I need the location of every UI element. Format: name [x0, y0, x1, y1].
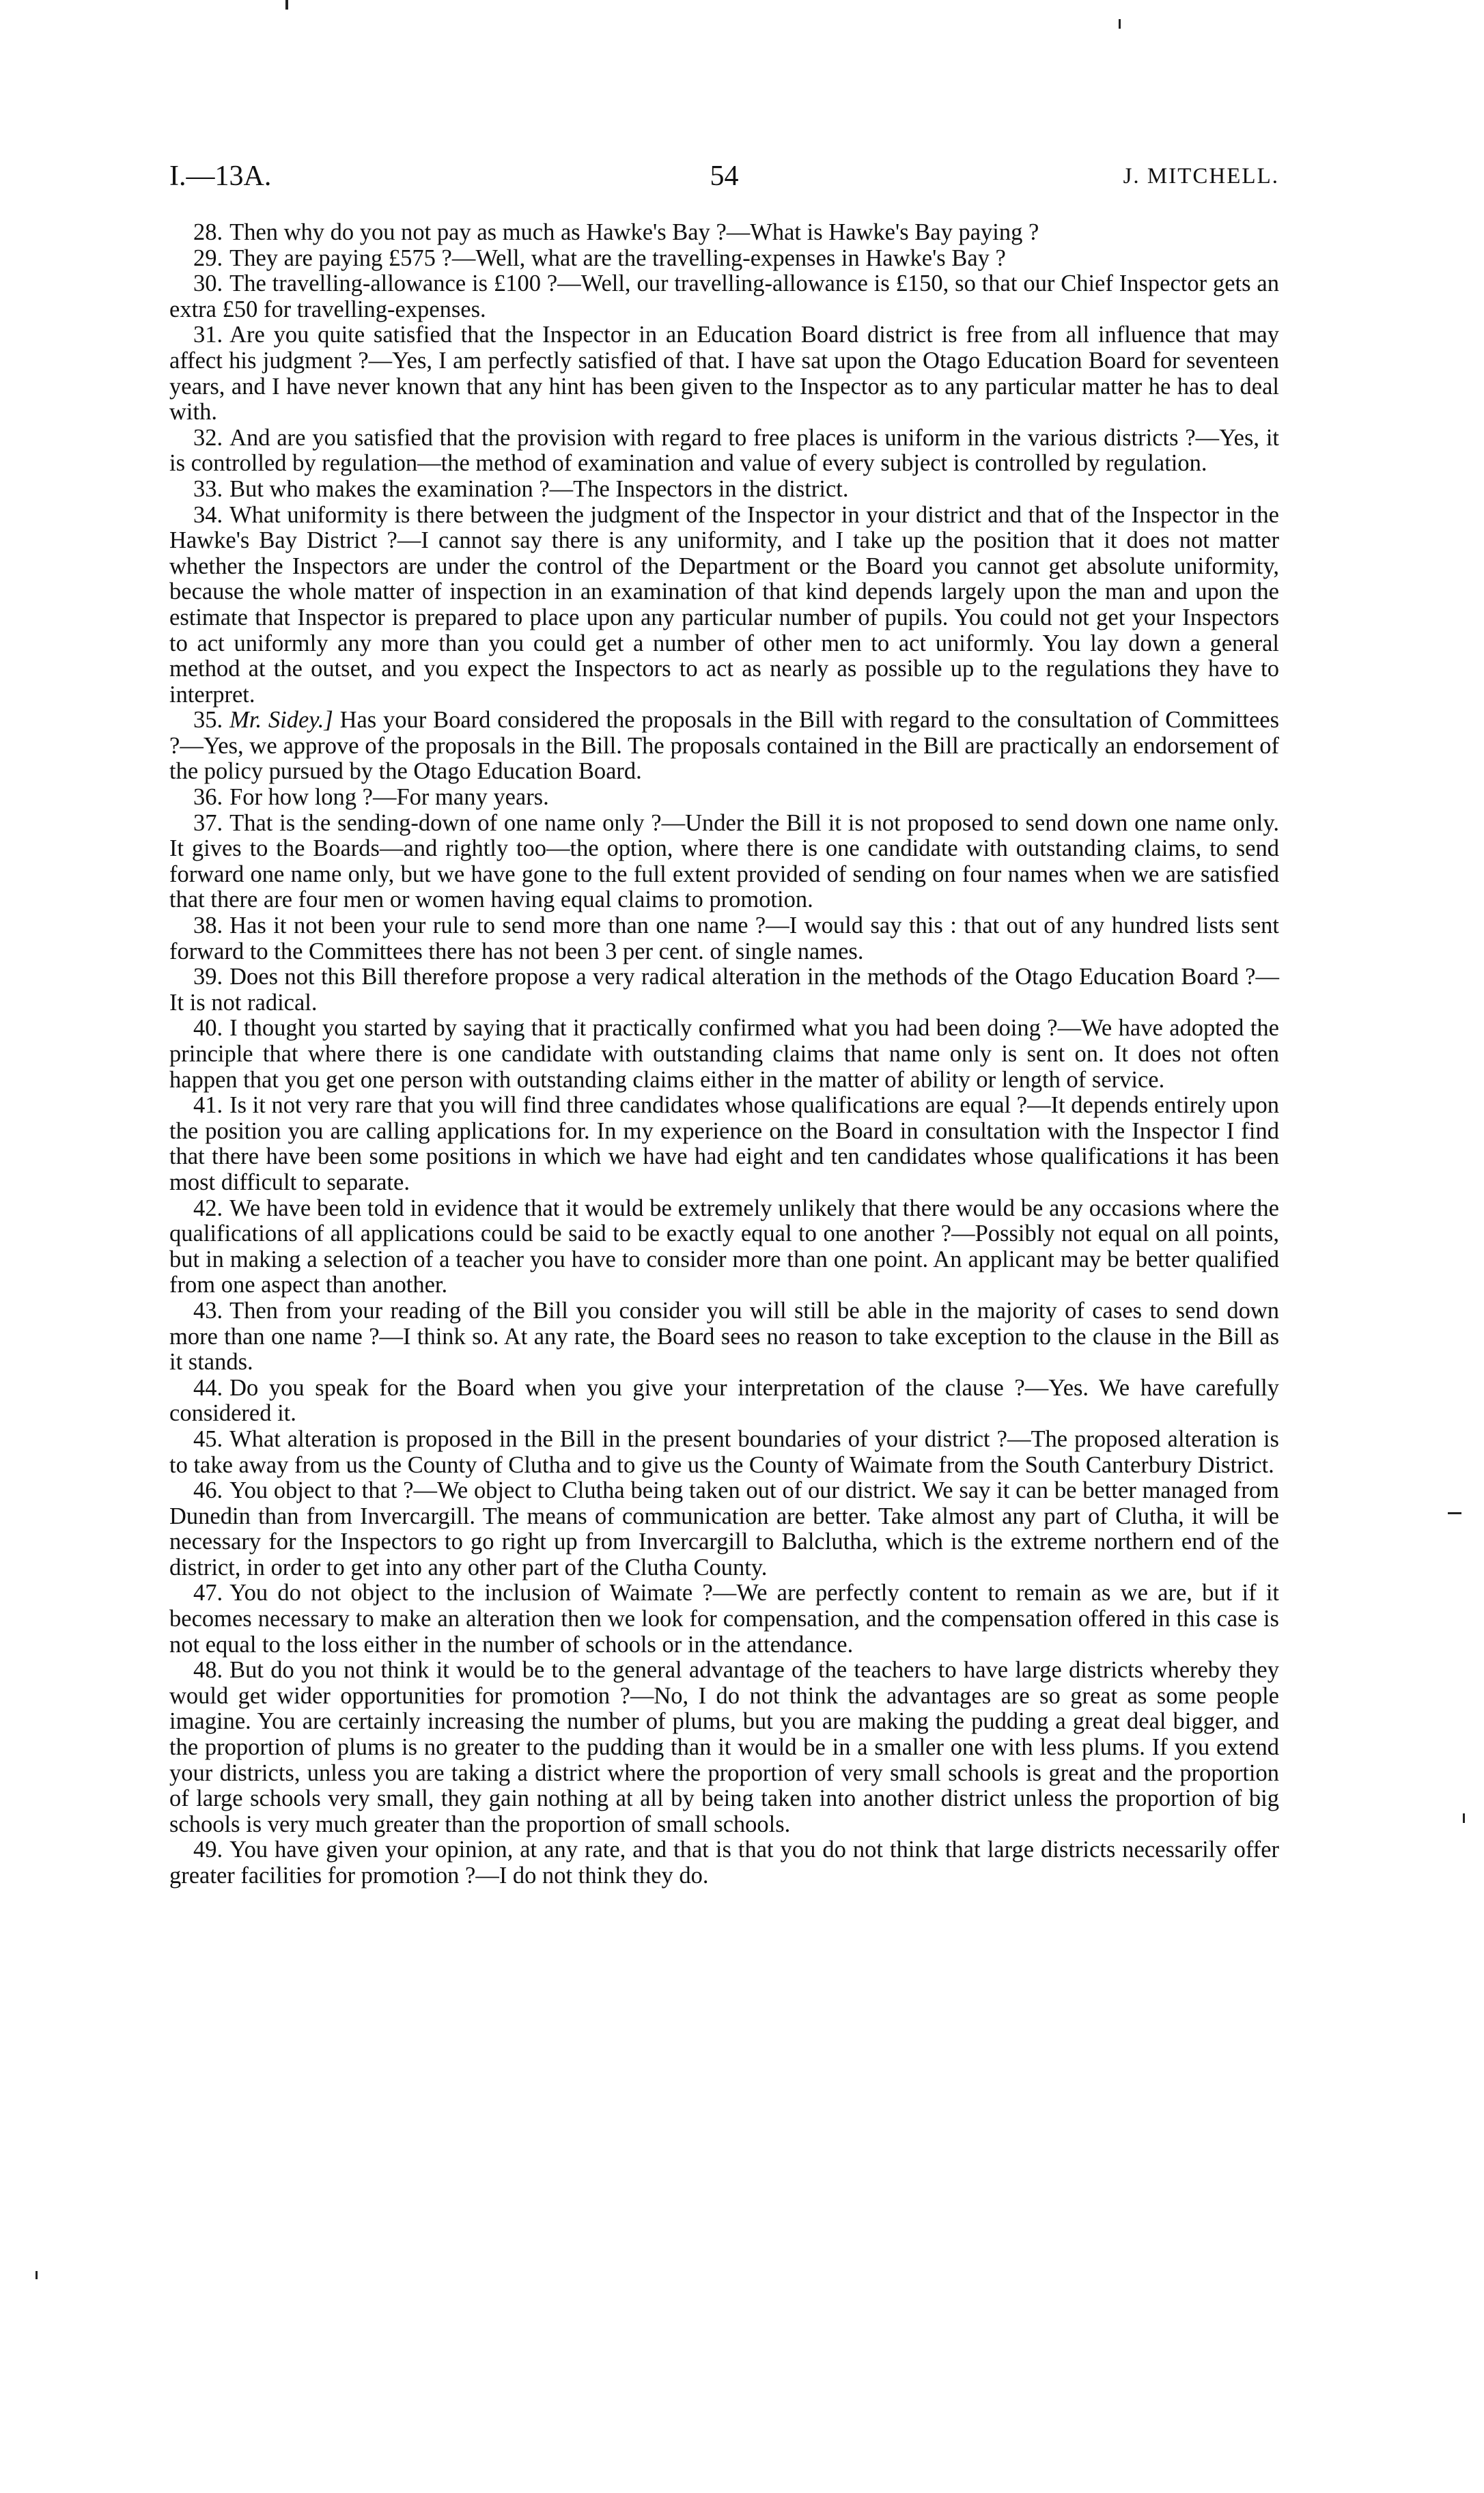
paragraph-text: Do you speak for the Board when you give your interpretation of the clause ?—Yes. We have carefully considered it.: [169, 1374, 1279, 1427]
page-header: [169, 157, 1279, 198]
question-number: 43.: [193, 1297, 223, 1324]
paragraph-31: [169, 322, 1279, 425]
paragraph-38: [169, 913, 1279, 964]
paragraph-40: [169, 1016, 1279, 1093]
question-number: 46.: [193, 1477, 223, 1504]
witness-name: J. MITCHELL.: [1123, 164, 1279, 189]
paragraph-text: I thought you started by saying that it practically confirmed what you had been doing ?—We have adopted the principle that where there is one candidate with outstanding claims that name only is sent on. It does not often happen that you get one person with outstanding claims either in the matter of ability or length of service.: [169, 1015, 1279, 1093]
question-number: 40.: [193, 1015, 223, 1042]
question-number: 42.: [193, 1195, 223, 1221]
question-number: 39.: [193, 964, 223, 990]
scan-mark-right-2: [1463, 1813, 1465, 1823]
paragraph-30: [169, 271, 1279, 322]
paragraph-46: [169, 1478, 1279, 1580]
paragraph-49: [169, 1837, 1279, 1889]
question-number: 32.: [193, 424, 223, 451]
question-number: 48.: [193, 1657, 223, 1684]
paragraph-48: [169, 1658, 1279, 1837]
paragraph-32: [169, 426, 1279, 477]
paragraph-text: Has it not been your rule to send more than one name ?—I would say this : that out of any hundred lists sent forward to the Committees there has not been 3 per cent. of single names.: [169, 913, 1279, 964]
paragraph-39: [169, 964, 1279, 1016]
speaker-label: Mr. Sidey.]: [229, 707, 333, 734]
paragraph-text: But who makes the examination ?—The Inspectors in the district.: [229, 475, 849, 502]
paragraph-text: For how long ?—For many years.: [229, 784, 549, 811]
paragraph-text: But do you not think it would be to the general advantage of the teachers to have large districts whereby they would get wider opportunities for promotion ?—No, I do not think the advantages are so great as some people imagine. You are certainly increasing the number of plums, but you are making the pudding a great deal bigger, and the proportion of plums is no greater to the pudding than it would be in a smaller one with less plums. If you extend your districts, unless you are taking a district where the proportion of very small schools is great and the proportion of large schools very small, they gain nothing at all by being taken into another district unless the proportion of big schools is very much greater than the proportion of small schools.: [169, 1657, 1279, 1837]
paragraph-28: [169, 220, 1279, 246]
paragraph-text: The travelling-allowance is £100 ?—Well, our travelling-allowance is £150, so that our Chief Inspector gets an extra £50 for travelling-expenses.: [169, 270, 1279, 322]
paragraph-text: That is the sending-down of one name only ?—Under the Bill it is not proposed to send down one name only. It gives to the Boards—and rightly too—the option, where there is one candidate with outstanding claims, to send forward one name only, but we have gone to the full extent provided of sending on four names when we are satisfied that there are four men or women having equal claims to promotion.: [169, 809, 1279, 913]
paragraph-42: [169, 1196, 1279, 1298]
question-number: 49.: [193, 1837, 223, 1863]
paragraph-text: Is it not very rare that you will find three candidates whose qualifications are equal ?—It depends entirely upon the position you are calling applications for. In my experience on the Board in consultation with the Inspector I find that there have been some positions in which we have had eight and ten candidates whose qualifications it has been most difficult to separate.: [169, 1092, 1279, 1195]
paragraph-29: [169, 246, 1279, 272]
paragraph-37: [169, 811, 1279, 913]
question-number: 34.: [193, 501, 223, 528]
paragraph-text: Does not this Bill therefore propose a very radical alteration in the methods of the Otago Education Board ?—It is not radical.: [169, 964, 1279, 1016]
question-number: 44.: [193, 1374, 223, 1401]
paragraph-text: Are you quite satisfied that the Inspector in an Education Board district is free from all influence that may affect his judgment ?—Yes, I am perfectly satisfied of that. I have sat upon the Otago Education Board for seventeen years, and I have never known that any hint has been given to the Inspector as to any particular matter he has to deal with.: [169, 322, 1279, 426]
paragraph-44: [169, 1376, 1279, 1427]
question-number: 38.: [193, 913, 223, 939]
scan-mark-top: [285, 0, 288, 10]
question-number: 31.: [193, 322, 223, 348]
paragraph-text: Has your Board considered the proposals in the Bill with regard to the consultation of Committees ?—Yes, we approve of the proposals in the Bill. The proposals contained in the Bill are practically an endorsement of the policy pursued by the Otago Education Board.: [169, 707, 1280, 785]
paragraph-text: And are you satisfied that the provision with regard to free places is uniform in the various districts ?—Yes, it is controlled by regulation—the method of examination and value of every subject is controlled by regulation.: [169, 424, 1279, 477]
scan-mark-left: [36, 2271, 38, 2279]
question-number: 33.: [193, 475, 223, 502]
question-number: 47.: [193, 1580, 223, 1606]
question-number: 37.: [193, 809, 223, 836]
question-number: 28.: [193, 219, 223, 245]
paragraph-text: You have given your opinion, at any rate, and that is that you do not think that large districts necessarily offer greater facilities for promotion ?—I do not think they do.: [169, 1837, 1279, 1889]
paragraph-35: [169, 708, 1279, 785]
paragraph-text: What uniformity is there between the judgment of the Inspector in your district and that of the Inspector in the Hawke's Bay District ?—I cannot say there is any uniformity, and I take up the position that it does not matter whether the Inspectors are under the control of the Department or the Board you cannot get absolute uniformity, because the whole matter of inspection in an examination of that kind depends largely upon the man and upon the estimate that Inspector is prepared to place upon any particular number of pupils. You could not get your Inspectors to act uniformly any more than you could get a number of other men to act uniformly. You lay down a general method at the outset, and you expect the Inspectors to act as nearly as possible up to the regulations they have to interpret.: [169, 501, 1279, 708]
paragraph-text: You object to that ?—We object to Clutha being taken out of our district. We say it can be better managed from Dunedin than from Invercargill. The means of communication are better. Take almost any part of Clutha, it will be necessary for the Inspectors to go right up from Invercargill to Balclutha, which is the extreme northern end of the district, in order to get into any other part of the Clutha County.: [169, 1477, 1279, 1580]
question-number: 30.: [193, 270, 223, 297]
paragraph-text: Then from your reading of the Bill you consider you will still be able in the majority of cases to send down more than one name ?—I think so. At any rate, the Board sees no reason to take exception to the clause in the Bill as it stands.: [169, 1297, 1279, 1376]
question-number: 36.: [193, 784, 223, 811]
paragraph-33: [169, 477, 1279, 503]
evidence-text: [169, 220, 1279, 1889]
paragraph-text: We have been told in evidence that it would be extremely unlikely that there would be any occasions where the qualifications of all applications could be said to be exactly equal to one another ?—Possibly not equal on all points, but in making a selection of a teacher you have to consider more than one point. An applicant may be better qualified from one aspect than another.: [169, 1195, 1279, 1298]
question-number: 45.: [193, 1425, 223, 1452]
paragraph-34: [169, 503, 1279, 708]
paragraph-41: [169, 1093, 1279, 1195]
scan-mark-right-1: [1448, 1512, 1461, 1514]
scan-mark-top-right: [1119, 19, 1121, 29]
paragraph-text: What alteration is proposed in the Bill in the present boundaries of your district ?—The proposed alteration is to take away from us the County of Clutha and to give us the County of Waimate from the South Canterbury District.: [169, 1425, 1279, 1478]
paragraph-text: They are paying £575 ?—Well, what are the travelling-expenses in Hawke's Bay ?: [229, 245, 1006, 271]
question-number: 29.: [193, 245, 223, 271]
question-number: 41.: [193, 1092, 223, 1119]
paragraph-text: Then why do you not pay as much as Hawke's Bay ?—What is Hawke's Bay paying ?: [229, 219, 1039, 245]
paragraph-text: You do not object to the inclusion of Waimate ?—We are perfectly content to remain as we are, but if it becomes necessary to make an alteration then we look for compensation, and the compensation offered in this case is not equal to the loss either in the number of schools or in the attendance.: [169, 1580, 1279, 1658]
question-number: 35.: [193, 707, 223, 734]
document-reference: I.—13A.: [169, 161, 272, 192]
page-number: 54: [710, 161, 739, 192]
paragraph-47: [169, 1580, 1279, 1658]
paragraph-45: [169, 1427, 1279, 1478]
paragraph-43: [169, 1298, 1279, 1376]
paragraph-36: [169, 785, 1279, 811]
